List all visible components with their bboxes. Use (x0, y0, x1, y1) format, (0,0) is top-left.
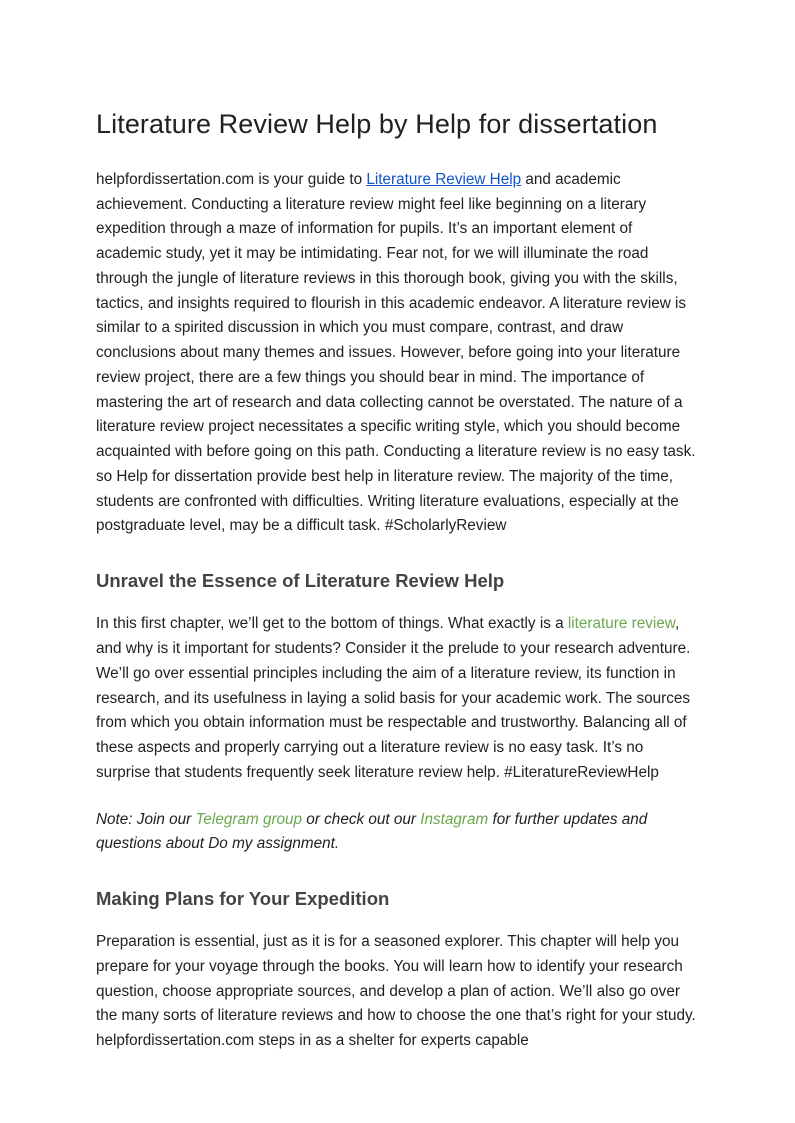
intro-text-part-2: and academic achievement. Conducting a literature review might feel like beginning on a literary expedition through a maze of information for pupils. It’s an important element of academic study, yet it may be intimidating. Fear not, for we will illuminate the road through the jungle of literature reviews in this thorough book, giving you with the skills, tactics, and insights required to flourish in this academic endeavor. A literature review is similar to a spirited discussion in which you must compare, contrast, and draw conclusions about many themes and issues. However, before going into your literature review project, there are a few things you should bear in mind. The importance of mastering the art of research and data collecting cannot be overstated. The nature of a literature review project necessitates a specific writing style, which you should become acquainted with before going on this path. Conducting a literature review is no easy task. so Help for dissertation provide best help in literature review. The majority of the time, students are confronted with difficulties. Writing literature evaluations, especially at the postgraduate level, may be a difficult task. #ScholarlyReview (96, 170, 696, 535)
intro-paragraph (96, 168, 699, 539)
section-heading-1: Unravel the Essence of Literature Review Help (96, 570, 505, 592)
section-1-text-part-1: In this first chapter, we’ll get to the bottom of things. What exactly is a (96, 615, 568, 633)
section-2-paragraph: Preparation is essential, just as it is for a seasoned explorer. This chapter will help you prepare for your voyage through the books. You will learn how to identify your research question, choose appropriate sources, and develop a plan of action. We’ll also go over the many sorts of literature reviews and how to choose the one that’s right for your study. helpfordissertation.com steps in as a shelter for experts capable (96, 933, 696, 1050)
note-paragraph (96, 808, 699, 858)
instagram-link[interactable]: Instagram (420, 810, 489, 828)
literature-review-help-link[interactable]: Literature Review Help (366, 170, 522, 188)
note-text-part-2: or check out our (302, 810, 421, 828)
section-1-paragraph (96, 612, 699, 785)
literature-review-link[interactable]: literature review (567, 615, 675, 633)
telegram-group-link[interactable]: Telegram group (195, 810, 303, 828)
page-title: Literature Review Help by Help for dissertation (96, 109, 658, 139)
intro-text-part-1: helpfordissertation.com is your guide to (96, 170, 367, 188)
section-1-text-part-2: , and why is it important for students? Consider it the prelude to your research adventure. We’ll go over essential principles including the aim of a literature review, its function in research, and its usefulness in laying a solid basis for your academic work. The sources from which you obtain information must be respectable and trustworthy. Balancing all of these aspects and properly carrying out a literature review is no easy task. It’s no surprise that students frequently seek literature review help. #LiteratureReviewHelp (96, 615, 691, 781)
note-text-part-1: Note: Join our (96, 810, 196, 828)
note-text-part-3: for further updates and questions about Do my assignment. (96, 810, 648, 853)
section-heading-2: Making Plans for Your Expedition (96, 888, 390, 910)
